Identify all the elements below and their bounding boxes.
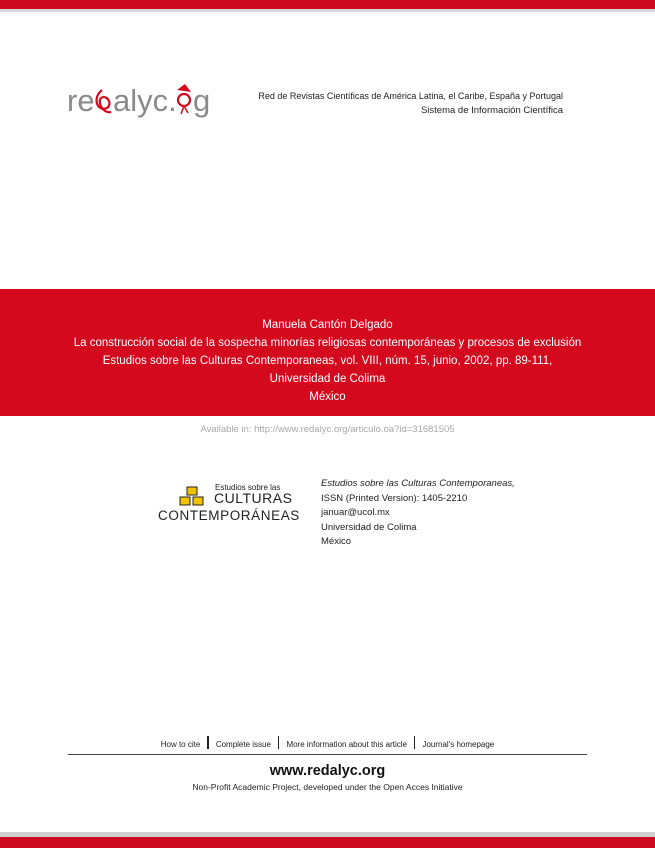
article-institution: Universidad de Colima xyxy=(269,373,386,385)
journal-issn: ISSN (Printed Version): 1405-2210 xyxy=(321,492,468,504)
article-author: Manuela Cantón Delgado xyxy=(262,319,393,331)
article-banner xyxy=(0,289,655,416)
journal-institution: Universidad de Colima xyxy=(321,521,417,533)
redalyc-logo-graphic xyxy=(67,82,217,118)
journal-logo-culturas: CULTURAS xyxy=(214,490,293,506)
footer-site-link[interactable]: www.redalyc.org xyxy=(269,763,386,779)
svg-text:re: re xyxy=(67,83,95,118)
journal-email[interactable]: januar@ucol.mx xyxy=(321,507,390,518)
top-bar-shadow xyxy=(0,9,655,12)
footer-note: Non-Profit Academic Project, developed under the Open Acces Initiative xyxy=(192,782,463,792)
journal-logo-contemporaneas: CONTEMPORÁNEAS xyxy=(158,508,300,523)
network-description: Red de Revistas Científicas de América Latina, el Caribe, España y Portugal xyxy=(258,91,563,101)
footer-links xyxy=(0,736,655,749)
complete-issue-link[interactable]: Complete issue xyxy=(215,740,271,749)
article-country: México xyxy=(309,391,346,403)
journal-title: Estudios sobre las Culturas Contemporaneas, xyxy=(321,478,515,489)
top-red-bar xyxy=(0,0,655,9)
journal-country: México xyxy=(321,536,352,547)
article-citation: Estudios sobre las Culturas Contemporaneas, vol. VIII, núm. 15, junio, 2002, pp. 89-111, xyxy=(102,355,553,367)
svg-text:g: g xyxy=(193,83,211,118)
how-to-cite-link[interactable]: How to cite xyxy=(160,740,201,749)
more-info-link[interactable]: More information about this article xyxy=(286,740,407,749)
journal-cubes-icon xyxy=(178,485,208,507)
journal-info xyxy=(321,477,515,550)
svg-text:alyc.: alyc. xyxy=(113,83,177,118)
journal-homepage-link[interactable]: Journal's homepage xyxy=(422,740,495,749)
available-in-link[interactable]: Available in: http://www.redalyc.org/articulo.oa?id=31681505 xyxy=(200,424,455,435)
journal-logo-small-text: Estudios sobre las xyxy=(215,483,281,492)
system-description: Sistema de Información Científica xyxy=(420,105,563,116)
bottom-red-bar xyxy=(0,837,655,848)
footer-divider xyxy=(68,754,587,755)
article-title: La construcción social de la sospecha minorías religiosas contemporáneas y procesos de exclusión xyxy=(73,337,582,349)
journal-logo[interactable] xyxy=(158,483,300,525)
redalyc-logo[interactable] xyxy=(67,82,217,118)
